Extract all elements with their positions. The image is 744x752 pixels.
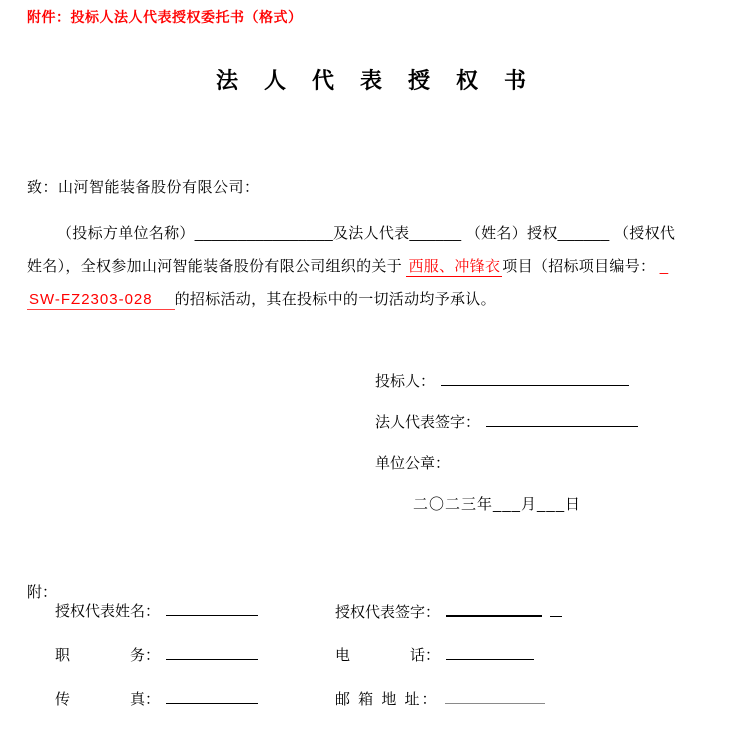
field-blank-line	[446, 644, 534, 660]
attachment-note: 附件：投标人法人代表授权委托书（格式）	[27, 9, 303, 25]
tender-project-code: SW-FZ2303-028	[27, 291, 175, 310]
page-title: 法 人 代 表 授 权 书	[215, 68, 528, 93]
legal-rep-blank-line	[486, 411, 638, 427]
legal-rep-sign-label: 法人代表签字：	[375, 414, 481, 431]
salutation-line: 致：山河智能装备股份有限公司：	[27, 179, 260, 196]
legal-rep-signature-row	[375, 411, 638, 452]
bidder-blank-line	[441, 370, 629, 386]
field-label: 授权代表姓名：	[55, 603, 161, 620]
text-segment: 姓名），全权参加山河智能装备股份有限公司组织的关于	[27, 258, 403, 275]
field-blank-line	[166, 688, 258, 704]
project-name-highlight: 西服、冲锋衣	[408, 258, 501, 275]
text-segment: 及法人代表	[332, 225, 410, 242]
text-segment: （投标方单位名称）	[57, 225, 195, 242]
red-blank-underscore: _	[659, 258, 669, 275]
text-segment: （授权代	[609, 225, 676, 242]
field-blank-line	[446, 600, 542, 617]
field-position	[55, 644, 335, 665]
field-fax	[55, 688, 335, 709]
table-row	[55, 600, 715, 644]
table-row	[55, 688, 715, 732]
field-blank-line	[166, 644, 258, 660]
field-blank-line	[445, 688, 545, 704]
field-email	[335, 688, 715, 709]
appendix-label: 附：	[27, 584, 58, 601]
table-row	[55, 644, 715, 688]
field-label: 职 务：	[55, 647, 161, 664]
company-seal-label: 单位公章：	[375, 455, 451, 472]
field-blank-line-short	[550, 601, 562, 617]
field-phone	[335, 644, 715, 665]
field-label: 电 话：	[335, 647, 441, 664]
field-label: 传 真：	[55, 691, 161, 708]
field-label: 授权代表签字：	[335, 604, 441, 621]
text-segment: 的招标活动，其在投标中的一切活动均予承认。	[174, 291, 496, 308]
date-row	[375, 493, 638, 534]
text-segment: （姓名）授权	[461, 225, 558, 242]
paragraph-line-2	[27, 250, 733, 283]
field-auth-rep-name	[55, 600, 335, 621]
paragraph-line-1	[27, 217, 733, 250]
paragraph-line-3	[27, 283, 733, 316]
blank-underscores: ________________	[194, 225, 333, 242]
company-seal-row	[375, 452, 638, 493]
field-label: 邮 箱 地 址：	[335, 691, 439, 708]
field-auth-rep-signature	[335, 600, 715, 622]
blank-underscores: ______	[557, 225, 610, 242]
bidder-row	[375, 370, 638, 411]
field-blank-line	[166, 600, 258, 616]
text-segment: 项目（招标项目编号：	[502, 258, 656, 275]
date-line: 二〇二三年___月___日	[413, 496, 582, 513]
bidder-label: 投标人：	[375, 373, 436, 390]
appendix-table	[55, 600, 715, 732]
body-paragraph	[27, 217, 733, 316]
signature-block	[375, 370, 638, 534]
blank-underscores: ______	[409, 225, 462, 242]
